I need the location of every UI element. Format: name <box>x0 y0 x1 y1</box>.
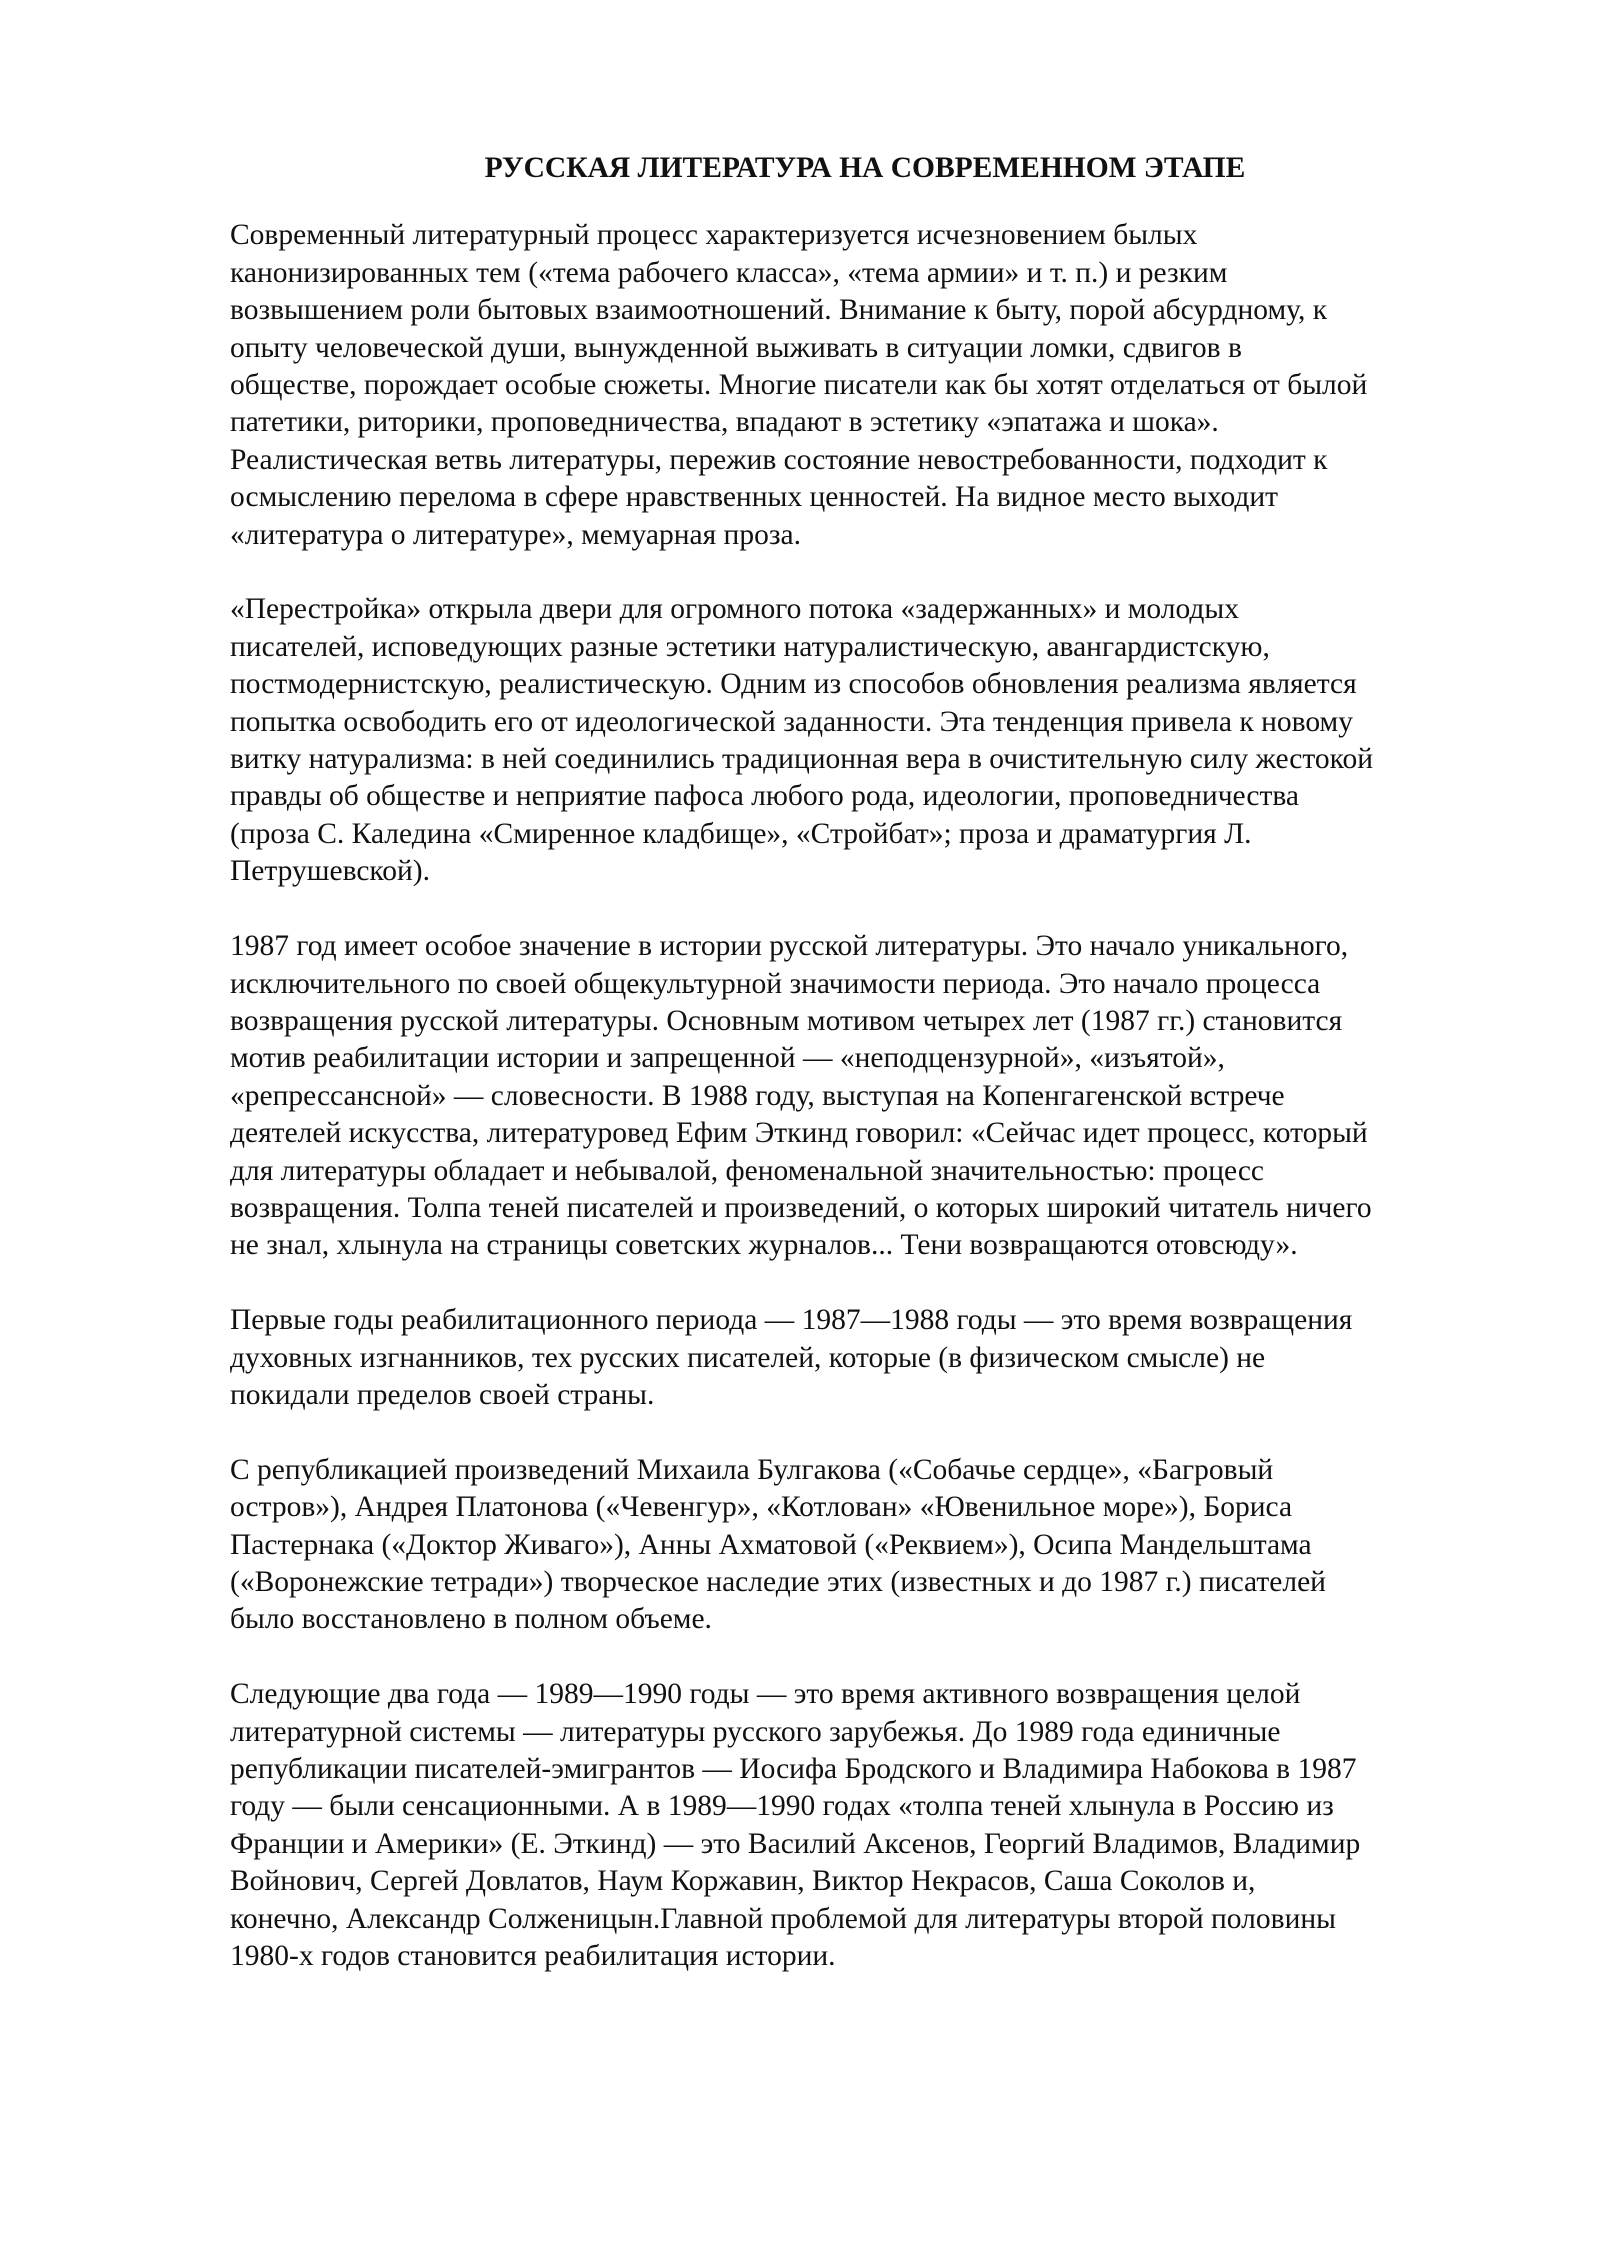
text-line: Войнович, Сергей Довлатов, Наум Коржавин, Виктор Некрасов, Саша Соколов и, <box>230 1865 1256 1898</box>
text-line: писателей, исповедующих разные эстетики натуралистическую, авангардистскую, <box>230 630 1270 663</box>
text-line: Пастернака («Доктор Живаго»), Анны Ахматовой («Реквием»), Осипа Мандельштама <box>230 1528 1312 1561</box>
text-line: осмыслению перелома в сфере нравственных ценностей. На видное место выходит <box>230 481 1279 514</box>
text-line: 1980-х годов становится реабилитация истории. <box>230 1940 836 1973</box>
text-line: возвращения русской литературы. Основным мотивом четырех лет (1987 гг.) становится <box>230 1004 1343 1037</box>
text-line: опыту человеческой души, вынужденной выживать в ситуации ломки, сдвигов в <box>230 331 1242 364</box>
paragraph-3 <box>230 928 1500 1265</box>
text-line: Франции и Америки» (Е. Эткинд) — это Василий Аксенов, Георгий Владимов, Владимир <box>230 1827 1361 1860</box>
text-line: исключительного по своей общекультурной значимости периода. Это начало процесса <box>230 967 1321 1000</box>
text-line: Петрушевской). <box>230 855 430 888</box>
text-line: витку натурализма: в ней соединились традиционная вера в очистительную силу жестокой <box>230 743 1374 776</box>
text-line: 1987 год имеет особое значение в истории русской литературы. Это начало уникального, <box>230 930 1349 963</box>
text-line: остров»), Андрея Платонова («Чевенгур», «Котлован» «Ювенильное море»), Бориса <box>230 1491 1293 1524</box>
text-line: покидали пределов своей страны. <box>230 1378 655 1411</box>
text-line: Современный литературный процесс характеризуется исчезновением былых <box>230 219 1198 252</box>
text-line: («Воронежские тетради») творческое наследие этих (известных и до 1987 г.) писателей <box>230 1565 1326 1598</box>
text-line: для литературы обладает и небывалой, феноменальной значительностью: процесс <box>230 1154 1265 1187</box>
text-line: деятелей искусства, литературовед Ефим Эткинд говорил: «Сейчас идет процесс, который <box>230 1117 1368 1150</box>
text-line: литературной системы — литературы русского зарубежья. До 1989 года единичные <box>230 1715 1281 1748</box>
paragraph-2 <box>230 591 1500 890</box>
text-line: Следующие два года — 1989—1990 годы — это время активного возвращения целой <box>230 1678 1301 1711</box>
paragraph-6 <box>230 1676 1500 1975</box>
text-line: духовных изгнанников, тех русских писателей, которые (в физическом смысле) не <box>230 1341 1266 1374</box>
text-line: было восстановлено в полном объеме. <box>230 1603 712 1636</box>
text-line: не знал, хлынула на страницы советских журналов... Тени возвращаются отовсюду». <box>230 1229 1298 1262</box>
text-line: (проза С. Каледина «Смиренное кладбище», «Стройбат»; проза и драматургия Л. <box>230 817 1252 850</box>
text-line: патетики, риторики, проповедничества, впадают в эстетику «эпатажа и шока». <box>230 406 1219 439</box>
document-body <box>230 150 1500 2013</box>
document-title: РУССКАЯ ЛИТЕРАТУРА НА СОВРЕМЕННОМ ЭТАПЕ <box>484 152 1246 184</box>
text-line: постмодернистскую, реалистическую. Одним из способов обновления реализма является <box>230 668 1357 701</box>
text-line: возвышением роли бытовых взаимоотношений. Внимание к быту, порой абсурдному, к <box>230 294 1328 327</box>
text-line: канонизированных тем («тема рабочего класса», «тема армии» и т. п.) и резким <box>230 256 1228 289</box>
text-line: «литература о литературе», мемуарная проза. <box>230 518 801 551</box>
text-line: «репрессансной» — словесности. В 1988 году, выступая на Копенгагенской встрече <box>230 1079 1285 1112</box>
text-line: конечно, Александр Солженицын.Главной проблемой для литературы второй половины <box>230 1902 1336 1935</box>
text-line: правды об обществе и неприятие пафоса любого рода, идеологии, проповедничества <box>230 780 1299 813</box>
text-line: «Перестройка» открыла двери для огромного потока «задержанных» и молодых <box>230 593 1239 626</box>
paragraph-5 <box>230 1452 1500 1639</box>
paragraph-1 <box>230 217 1500 554</box>
text-line: попытка освободить его от идеологической заданности. Эта тенденция привела к новому <box>230 705 1353 738</box>
text-line: обществе, порождает особые сюжеты. Многие писатели как бы хотят отделаться от былой <box>230 369 1368 402</box>
text-line: возвращения. Толпа теней писателей и произведений, о которых широкий читатель ничего <box>230 1191 1372 1224</box>
text-line: Реалистическая ветвь литературы, пережив состояние невостребованности, подходит к <box>230 443 1328 476</box>
text-line: году — были сенсационными. А в 1989—1990 годах «толпа теней хлынула в Россию из <box>230 1790 1334 1823</box>
paragraph-4 <box>230 1302 1500 1414</box>
text-line: републикации писателей-эмигрантов — Иосифа Бродского и Владимира Набокова в 1987 <box>230 1752 1357 1785</box>
text-line: мотив реабилитации истории и запрещенной — «неподцензурной», «изъятой», <box>230 1042 1225 1075</box>
text-line: С републикацией произведений Михаила Булгакова («Собачье сердце», «Багровый <box>230 1453 1274 1486</box>
text-line: Первые годы реабилитационного периода — 1987—1988 годы — это время возвращения <box>230 1304 1353 1337</box>
